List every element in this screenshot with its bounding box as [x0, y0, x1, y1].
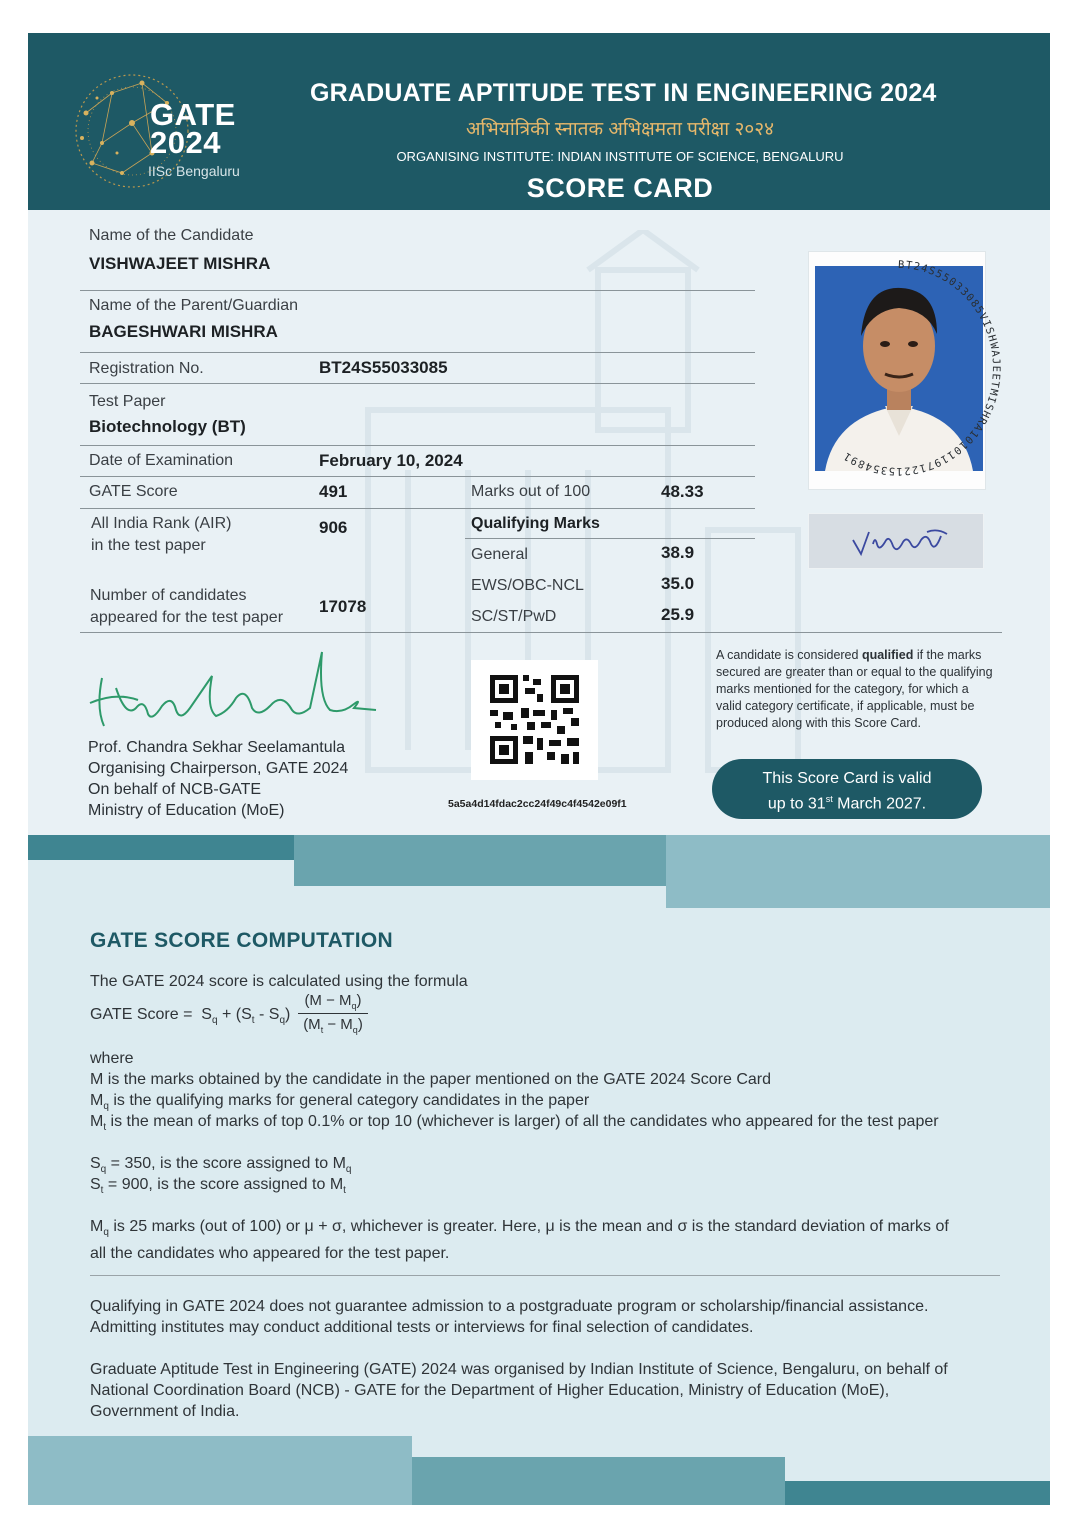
- svg-text:BT24S55033085VISHWAJEETMISHRA1: BT24S55033085VISHWAJEETMISHRA1010119712215354891: [840, 258, 1002, 478]
- qual-general-label: General: [471, 546, 528, 563]
- score-card: [28, 33, 1050, 1505]
- decorative-band: [28, 835, 294, 860]
- decorative-band: [412, 1457, 785, 1505]
- qualifying-marks-label: Qualifying Marks: [471, 515, 600, 532]
- candidate-photo-frame: [808, 251, 1002, 490]
- parent-name: BAGESHWARI MISHRA: [89, 322, 278, 341]
- score-card-title: SCORE CARD: [526, 173, 714, 203]
- organised-statement: Graduate Aptitude Test in Engineering (GATE) 2024 was organised by Indian Institute of Science, Bengaluru, on behalf of National Coordination Board (NCB) - GATE for the Department of Higher Education, Ministry of Education (MoE), Government of India.: [90, 1361, 948, 1420]
- qualification-note: A candidate is considered qualified if the marks secured are greater than or equal to the qualifying marks mentioned for the category, for which a valid category certificate, if applicable, must be produced along with this Score Card.: [716, 648, 993, 730]
- divider: [80, 632, 1002, 633]
- m-definition: M is the marks obtained by the candidate in the paper mentioned on the GATE 2024 Score Card: [90, 1071, 771, 1088]
- divider: [80, 383, 755, 384]
- logo-subtitle: IISc Bengaluru: [148, 163, 240, 179]
- formula-where: where: [90, 1050, 134, 1067]
- decorative-band: [294, 835, 666, 886]
- air-label: All India Rank (AIR): [91, 515, 232, 532]
- divider: [80, 508, 755, 509]
- candidate-name-label: Name of the Candidate: [89, 227, 254, 244]
- chairperson-signature: [86, 648, 386, 738]
- candidate-count: 17078: [319, 597, 367, 616]
- signer-block: [88, 737, 348, 821]
- qual-general-marks: 38.9: [661, 543, 695, 562]
- qr-code: [471, 660, 598, 780]
- validity-badge: This Score Card is valid up to 31st March 2027.: [712, 759, 982, 819]
- gate-score: 491: [319, 482, 348, 501]
- test-paper-label: Test Paper: [89, 393, 166, 410]
- decorative-band: [785, 1481, 1050, 1505]
- candidate-name: VISHWAJEET MISHRA: [89, 254, 271, 273]
- signer-role: Organising Chairperson, GATE 2024: [88, 760, 349, 777]
- divider: [80, 476, 755, 477]
- test-paper: Biotechnology (BT): [89, 417, 246, 436]
- st-definition: $S_t = 900$, is the score assigned to $M_t$: [90, 1176, 346, 1197]
- divider: [80, 352, 755, 353]
- mt-definition: $M_t$ is the mean of marks of top 0.1% or top 10 (whichever is larger) of all the candidates who appeared for the test paper: [90, 1113, 939, 1134]
- candidate-count-label-2: appeared for the test paper: [90, 609, 284, 626]
- candidate-details-section: [28, 210, 1050, 835]
- photo-seal-ring: [787, 250, 1009, 492]
- organising-institute: ORGANISING INSTITUTE: INDIAN INSTITUTE OF SCIENCE, BENGALURU: [396, 149, 844, 164]
- exam-date: February 10, 2024: [319, 451, 463, 470]
- gate-logo: [72, 63, 252, 203]
- qual-obc-label: EWS/OBC-NCL: [471, 577, 584, 594]
- qual-obc-marks: 35.0: [661, 574, 695, 593]
- score-card-header: [28, 33, 1050, 210]
- admission-disclaimer: Qualifying in GATE 2024 does not guarantee admission to a postgraduate program or scholarship/financial assistance. Admitting institutes may conduct additional tests or interviews for final selection of candidates.: [90, 1298, 929, 1336]
- air-label-2: in the test paper: [91, 537, 206, 554]
- section-divider: [90, 1275, 1000, 1276]
- decorative-band: [28, 1436, 412, 1505]
- signer-name: Prof. Chandra Sekhar Seelamantula: [88, 739, 346, 756]
- mq-rule: $M_q$ is 25 marks (out of 100) or μ + σ, whichever is greater. Here, μ is the mean and σ is the standard deviation of marks of all the candidates who appeared for the test paper.: [90, 1218, 949, 1263]
- parent-name-label: Name of the Parent/Guardian: [89, 297, 299, 314]
- exam-title-hindi: अभियांत्रिकी स्नातक अभिक्षमता परीक्षा २०२४: [466, 119, 774, 140]
- qual-sc-label: SC/ST/PwD: [471, 608, 557, 625]
- sq-definition: $S_q = 350$, is the score assigned to $M_q$: [90, 1155, 352, 1176]
- decorative-band: [666, 835, 1050, 908]
- divider: [465, 538, 755, 539]
- candidate-signature-box: [808, 513, 984, 569]
- signer-on-behalf: On behalf of NCB-GATE: [88, 781, 262, 798]
- computation-title: GATE SCORE COMPUTATION: [90, 929, 393, 952]
- candidate-signature: [809, 514, 985, 570]
- qual-sc-marks: 25.9: [661, 605, 695, 624]
- divider: [80, 445, 755, 446]
- exam-title: GRADUATE APTITUDE TEST IN ENGINEERING 2024: [310, 79, 937, 107]
- logo-wordmark: GATE 2024: [150, 97, 236, 160]
- registration-number: BT24S55033085: [319, 358, 448, 377]
- exam-date-label: Date of Examination: [89, 452, 234, 469]
- divider: [80, 290, 755, 291]
- formula-intro: The GATE 2024 score is calculated using the formula: [90, 973, 468, 990]
- air-value: 906: [319, 518, 348, 537]
- verification-hash: 5a5a4d14fdac2cc24f49c4f4542e09f1: [448, 798, 627, 810]
- gate-score-formula: GATE Score = $S_q + (S_t - S_q)$ $\frac{(M - M_q)}{(M_t - M_q)}$: [90, 1004, 490, 1052]
- mq-definition: $M_q$ is the qualifying marks for general category candidates in the paper: [90, 1092, 590, 1113]
- candidate-count-label: Number of candidates: [90, 587, 247, 604]
- marks-label: Marks out of 100: [471, 483, 591, 500]
- marks-value: 48.33: [661, 482, 704, 501]
- signer-ministry: Ministry of Education (MoE): [88, 802, 285, 819]
- registration-label: Registration No.: [89, 360, 204, 377]
- gate-score-label: GATE Score: [89, 483, 178, 500]
